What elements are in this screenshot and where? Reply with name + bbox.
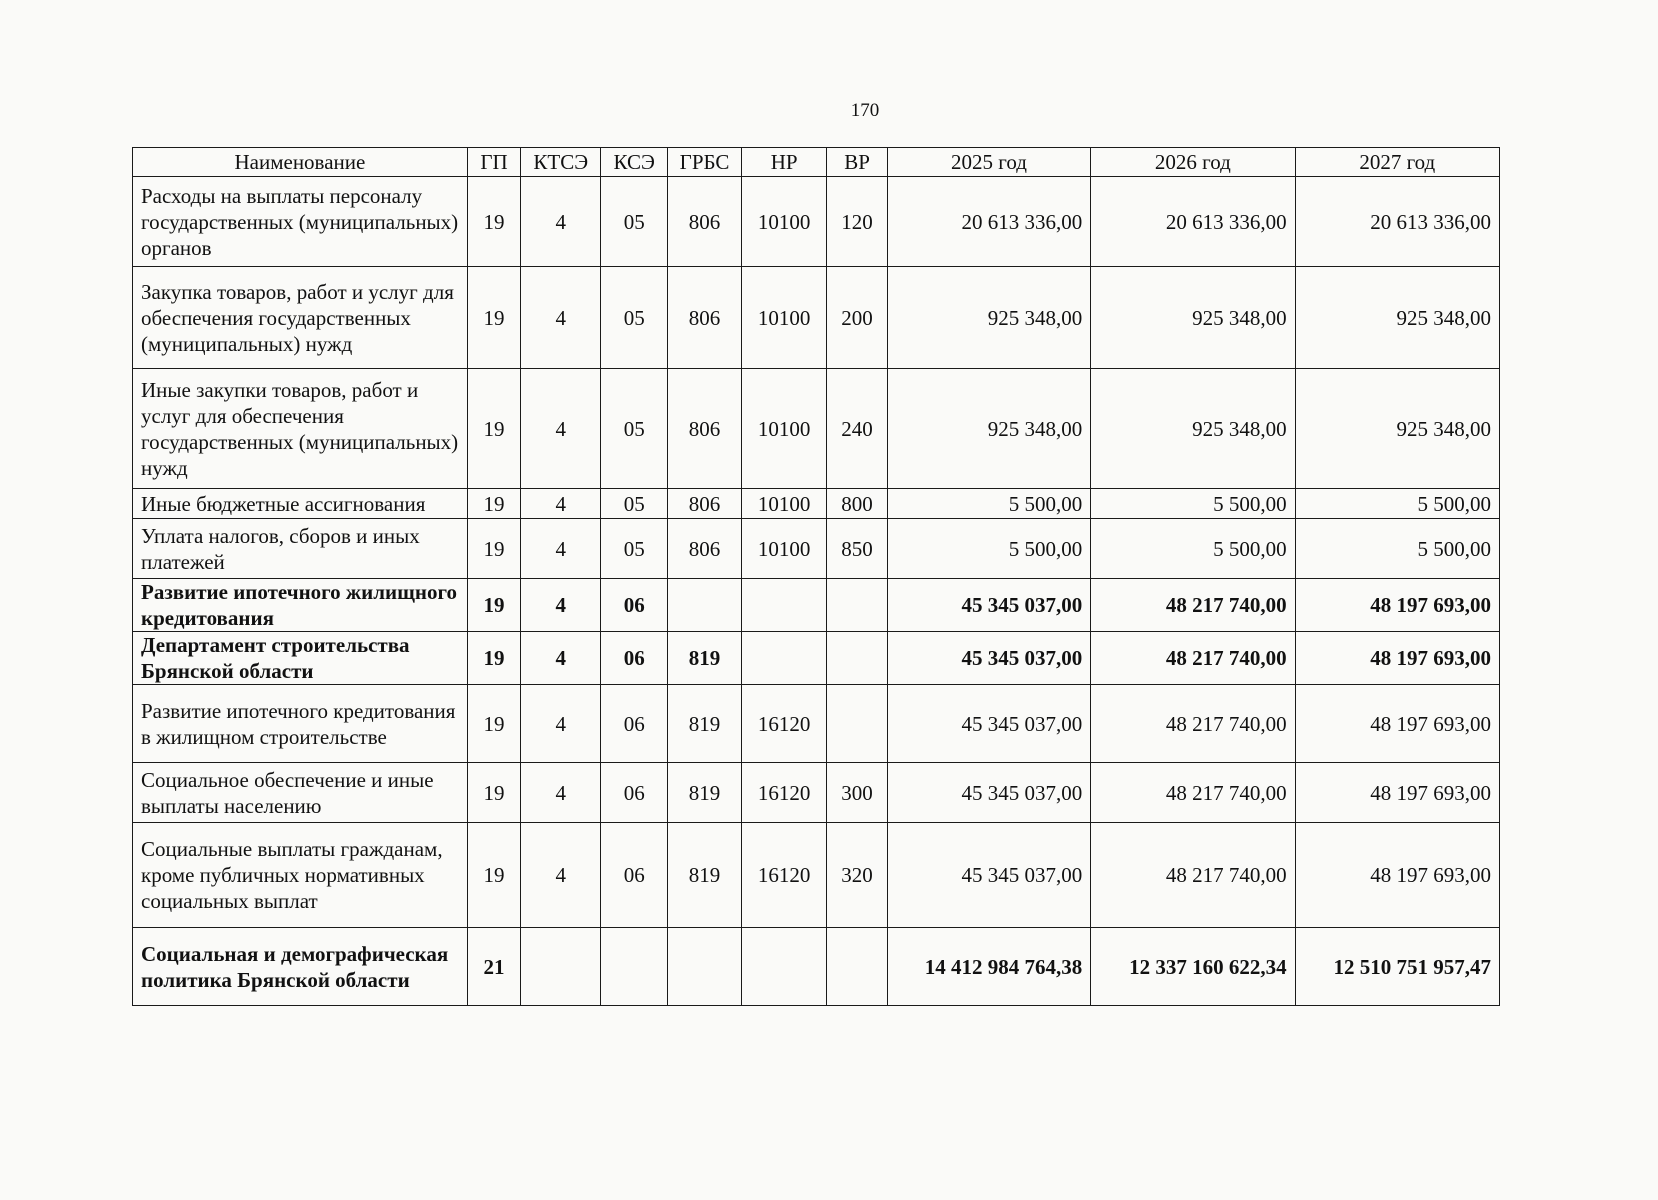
cell-ktse: 4	[521, 763, 601, 823]
cell-gp: 19	[467, 489, 520, 519]
header-grbs: ГРБС	[668, 148, 742, 177]
header-2026: 2026 год	[1091, 148, 1295, 177]
cell-2025: 45 345 037,00	[887, 632, 1090, 685]
cell-ktse: 4	[521, 519, 601, 579]
table-row	[133, 685, 1500, 763]
cell-2026: 925 348,00	[1091, 267, 1295, 369]
cell-2027: 5 500,00	[1295, 489, 1499, 519]
cell-2027: 20 613 336,00	[1295, 177, 1499, 267]
cell-vr: 120	[827, 177, 888, 267]
cell-2026: 12 337 160 622,34	[1091, 928, 1295, 1006]
cell-ktse: 4	[521, 369, 601, 489]
cell-vr: 200	[827, 267, 888, 369]
page-number: 170	[850, 100, 880, 121]
cell-2027: 48 197 693,00	[1295, 579, 1499, 632]
cell-grbs: 806	[668, 267, 742, 369]
header-name: Наименование	[133, 148, 468, 177]
cell-2025: 925 348,00	[887, 369, 1090, 489]
cell-2026: 925 348,00	[1091, 369, 1295, 489]
cell-grbs	[668, 579, 742, 632]
cell-vr: 850	[827, 519, 888, 579]
header-row	[133, 148, 1500, 177]
table-row	[133, 519, 1500, 579]
header-2027: 2027 год	[1295, 148, 1499, 177]
table-row	[133, 579, 1500, 632]
cell-2025: 45 345 037,00	[887, 685, 1090, 763]
cell-gp: 19	[467, 267, 520, 369]
cell-vr	[827, 632, 888, 685]
cell-2025: 5 500,00	[887, 519, 1090, 579]
cell-vr: 240	[827, 369, 888, 489]
cell-grbs: 819	[668, 632, 742, 685]
cell-ktse: 4	[521, 177, 601, 267]
cell-grbs: 806	[668, 369, 742, 489]
cell-vr: 320	[827, 823, 888, 928]
cell-name: Департамент строительства Брянской области	[133, 632, 468, 685]
cell-kse: 06	[601, 579, 668, 632]
header-nr: НР	[742, 148, 827, 177]
cell-ktse: 4	[521, 685, 601, 763]
cell-kse: 05	[601, 519, 668, 579]
cell-ktse: 4	[521, 267, 601, 369]
cell-2026: 5 500,00	[1091, 489, 1295, 519]
cell-nr: 10100	[742, 369, 827, 489]
header-vr: ВР	[827, 148, 888, 177]
table-row	[133, 823, 1500, 928]
cell-2025: 925 348,00	[887, 267, 1090, 369]
cell-gp: 19	[467, 823, 520, 928]
cell-2025: 14 412 984 764,38	[887, 928, 1090, 1006]
cell-ktse: 4	[521, 489, 601, 519]
cell-vr	[827, 579, 888, 632]
cell-name: Расходы на выплаты персоналу государственных (муниципальных) органов	[133, 177, 468, 267]
cell-2027: 925 348,00	[1295, 369, 1499, 489]
cell-nr: 10100	[742, 519, 827, 579]
cell-2026: 48 217 740,00	[1091, 632, 1295, 685]
cell-gp: 19	[467, 685, 520, 763]
cell-nr: 10100	[742, 177, 827, 267]
cell-name: Иные закупки товаров, работ и услуг для обеспечения государственных (муниципальных) нужд	[133, 369, 468, 489]
cell-2027: 48 197 693,00	[1295, 763, 1499, 823]
cell-kse: 06	[601, 632, 668, 685]
cell-gp: 19	[467, 177, 520, 267]
cell-2026: 48 217 740,00	[1091, 763, 1295, 823]
table-row	[133, 267, 1500, 369]
cell-grbs	[668, 928, 742, 1006]
cell-vr: 300	[827, 763, 888, 823]
cell-2026: 48 217 740,00	[1091, 685, 1295, 763]
cell-kse: 05	[601, 267, 668, 369]
cell-2026: 48 217 740,00	[1091, 579, 1295, 632]
table-row	[133, 489, 1500, 519]
cell-vr	[827, 685, 888, 763]
cell-grbs: 806	[668, 519, 742, 579]
cell-vr: 800	[827, 489, 888, 519]
cell-kse: 05	[601, 489, 668, 519]
cell-2025: 20 613 336,00	[887, 177, 1090, 267]
header-kse: КСЭ	[601, 148, 668, 177]
cell-2025: 5 500,00	[887, 489, 1090, 519]
cell-2027: 925 348,00	[1295, 267, 1499, 369]
cell-gp: 19	[467, 579, 520, 632]
cell-nr	[742, 632, 827, 685]
cell-gp: 19	[467, 763, 520, 823]
cell-grbs: 806	[668, 177, 742, 267]
cell-2025: 45 345 037,00	[887, 579, 1090, 632]
cell-ktse: 4	[521, 632, 601, 685]
cell-kse: 05	[601, 369, 668, 489]
cell-name: Социальная и демографическая политика Брянской области	[133, 928, 468, 1006]
cell-nr	[742, 928, 827, 1006]
cell-grbs: 819	[668, 763, 742, 823]
cell-2027: 12 510 751 957,47	[1295, 928, 1499, 1006]
cell-2027: 48 197 693,00	[1295, 685, 1499, 763]
cell-2027: 5 500,00	[1295, 519, 1499, 579]
cell-2025: 45 345 037,00	[887, 823, 1090, 928]
cell-ktse	[521, 928, 601, 1006]
header-2025: 2025 год	[887, 148, 1090, 177]
table-row	[133, 369, 1500, 489]
cell-name: Развитие ипотечного жилищного кредитования	[133, 579, 468, 632]
cell-nr: 10100	[742, 489, 827, 519]
cell-grbs: 819	[668, 685, 742, 763]
header-gp: ГП	[467, 148, 520, 177]
cell-gp: 19	[467, 632, 520, 685]
cell-gp: 21	[467, 928, 520, 1006]
table-row	[133, 177, 1500, 267]
cell-ktse: 4	[521, 823, 601, 928]
cell-kse: 06	[601, 763, 668, 823]
cell-2025: 45 345 037,00	[887, 763, 1090, 823]
cell-name: Развитие ипотечного кредитования в жилищном строительстве	[133, 685, 468, 763]
cell-gp: 19	[467, 369, 520, 489]
cell-name: Социальные выплаты гражданам, кроме публичных нормативных социальных выплат	[133, 823, 468, 928]
cell-kse: 06	[601, 823, 668, 928]
cell-nr: 10100	[742, 267, 827, 369]
budget-table	[132, 147, 1500, 1006]
cell-name: Уплата налогов, сборов и иных платежей	[133, 519, 468, 579]
cell-nr: 16120	[742, 763, 827, 823]
cell-name: Иные бюджетные ассигнования	[133, 489, 468, 519]
cell-vr	[827, 928, 888, 1006]
header-ktse: КТСЭ	[521, 148, 601, 177]
cell-nr	[742, 579, 827, 632]
cell-name: Социальное обеспечение и иные выплаты населению	[133, 763, 468, 823]
cell-2027: 48 197 693,00	[1295, 632, 1499, 685]
cell-2027: 48 197 693,00	[1295, 823, 1499, 928]
table-row	[133, 928, 1500, 1006]
cell-kse: 06	[601, 685, 668, 763]
cell-grbs: 819	[668, 823, 742, 928]
cell-kse: 05	[601, 177, 668, 267]
cell-ktse: 4	[521, 579, 601, 632]
cell-name: Закупка товаров, работ и услуг для обеспечения государственных (муниципальных) нужд	[133, 267, 468, 369]
table-row	[133, 632, 1500, 685]
cell-2026: 20 613 336,00	[1091, 177, 1295, 267]
cell-2026: 48 217 740,00	[1091, 823, 1295, 928]
cell-grbs: 806	[668, 489, 742, 519]
table-row	[133, 763, 1500, 823]
cell-nr: 16120	[742, 685, 827, 763]
cell-gp: 19	[467, 519, 520, 579]
cell-nr: 16120	[742, 823, 827, 928]
cell-kse	[601, 928, 668, 1006]
cell-2026: 5 500,00	[1091, 519, 1295, 579]
